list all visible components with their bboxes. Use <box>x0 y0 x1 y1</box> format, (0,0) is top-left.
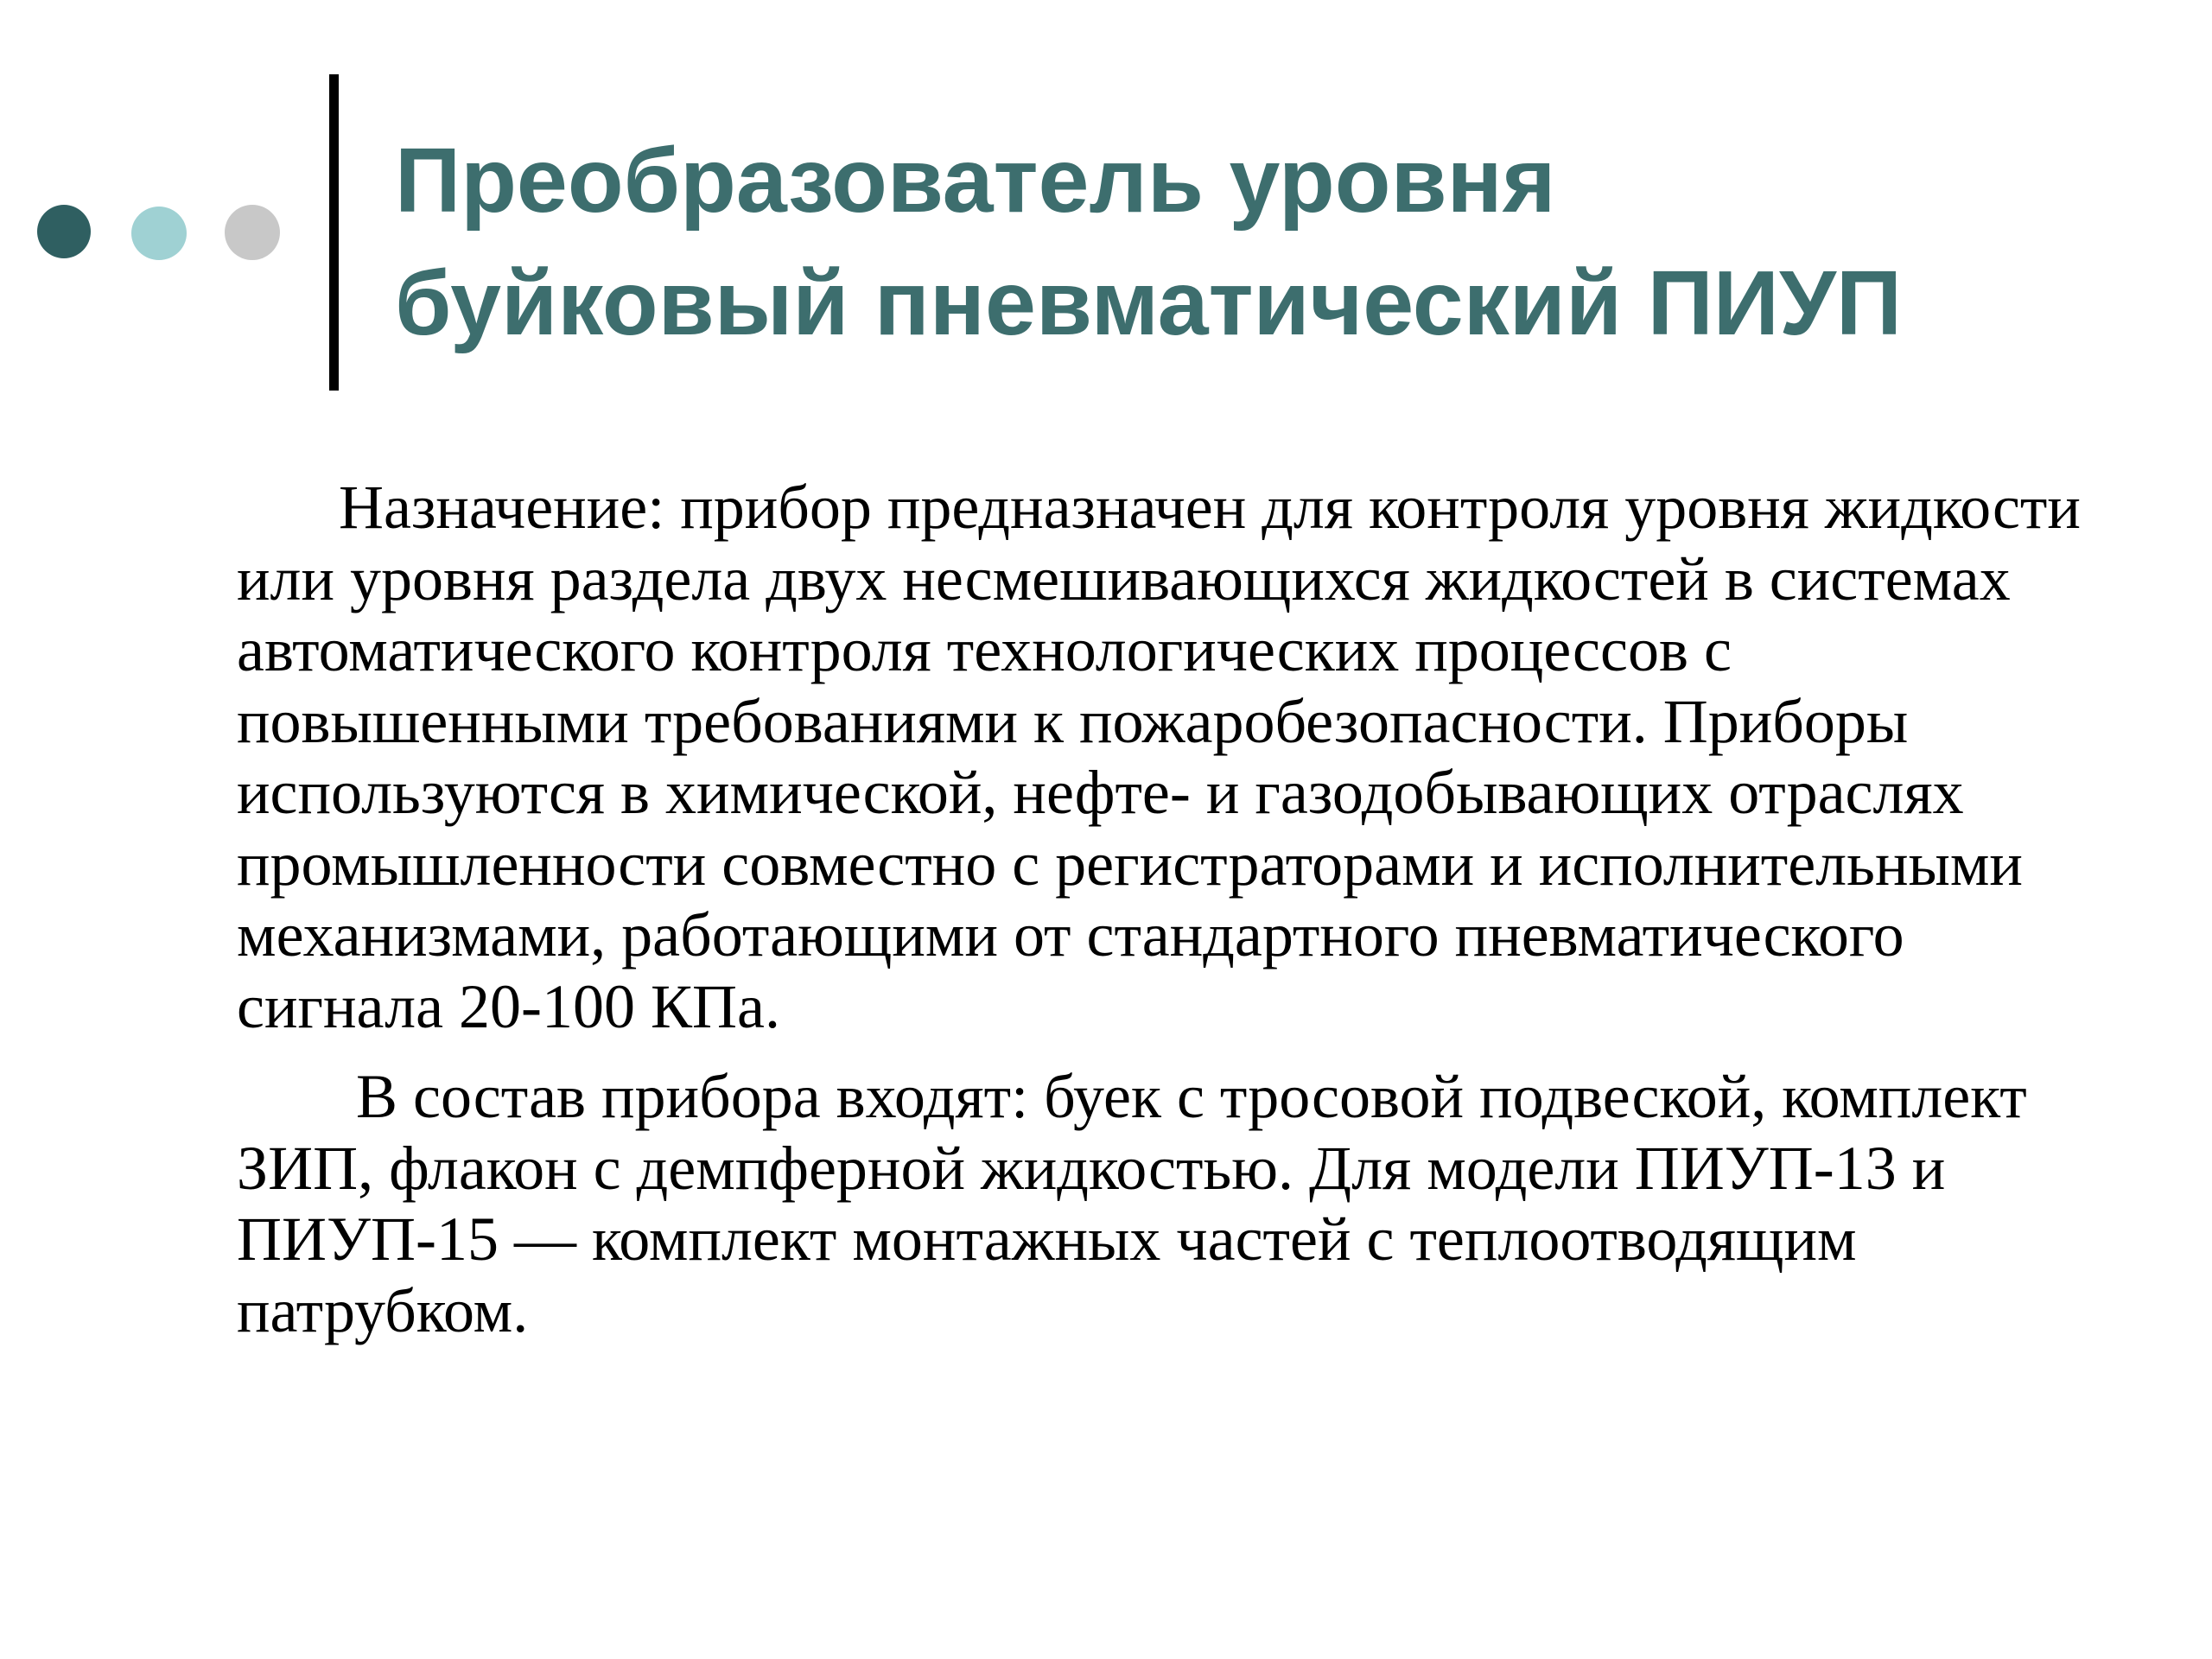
composition-paragraph: В состав прибора входят: буек с тросовой подвеской, комплект ЗИП, флакон с демпферной жидкостью. Для модели ПИУП-13 и ПИУП-15 — комплект монтажных частей с теплоотводящим патрубком. <box>237 1062 2027 1345</box>
purpose-paragraph: Назначение: прибор предназначен для контроля уровня жидкости или уровня раздела двух несмешивающихся жидкостей в системах автоматического контроля технологических процессов с повышенными требованиями к пожаробезопасности. Приборы используются в химической, нефте- и газодобывающих отраслях промышленности совместно с регистраторами и исполнительными механизмами, работающими от стандартного пневматического сигнала 20-100 КПа. <box>237 473 2081 1041</box>
title-divider <box>329 74 339 391</box>
bullet-dot-gray <box>225 205 280 260</box>
bullet-dot-light <box>131 207 187 260</box>
slide-title <box>395 119 2175 365</box>
bullet-dot-dark <box>37 205 91 258</box>
slide-body <box>237 472 2086 1346</box>
slide-title-line-2: буйковый пневматический ПИУП <box>395 252 1903 354</box>
slide-title-line-1: Преобразователь уровня <box>395 130 1556 232</box>
